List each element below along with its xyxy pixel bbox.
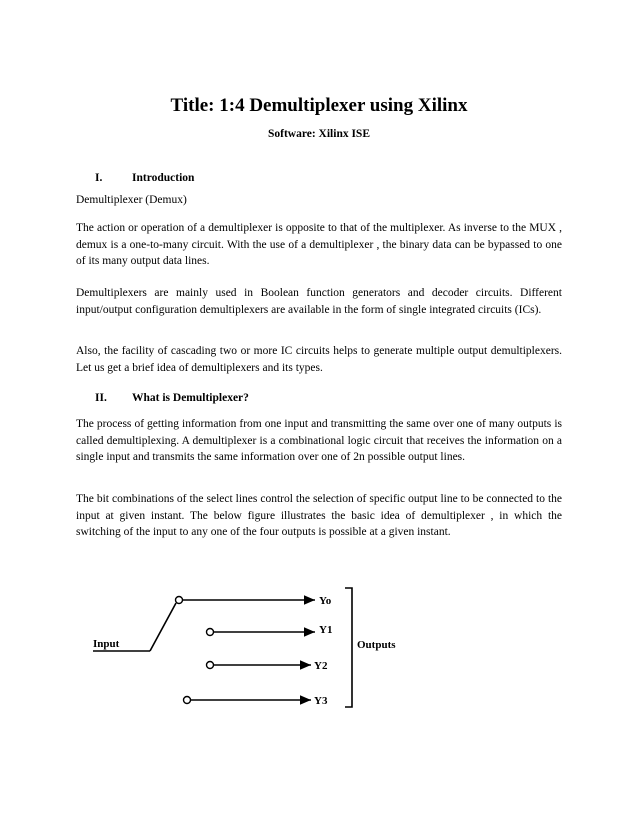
paragraph-demux-operation: The action or operation of a demultiplexer is opposite to that of the multiplexer. As inverse to the MUX , demux is a one-to-many circuit. With the use of a demultiplexer , the binary data can be bypassed to one of its many output data lines. xyxy=(76,222,562,268)
section-title: Introduction xyxy=(132,172,195,184)
input-label: Input xyxy=(93,638,120,650)
output-terminal-y1 xyxy=(207,629,214,636)
paragraph-demux-cascading: Also, the facility of cascading two or more IC circuits helps to generate multiple output demultiplexers. Let us get a brief idea of demultiplexers and its types. xyxy=(76,345,562,374)
paragraph-demux-label: Demultiplexer (Demux) xyxy=(76,194,187,206)
paragraph-demux-usage: Demultiplexers are mainly used in Boolean function generators and decoder circuits. Different input/output configuration demultiplexers are available in the form of single integrated circuits (ICs). xyxy=(76,287,562,316)
switch-arm xyxy=(150,603,176,651)
section-number: I. xyxy=(95,172,103,184)
output-terminal-y2 xyxy=(207,662,214,669)
paragraph-select-lines: The bit combinations of the select lines control the selection of specific output line to be connected to the input at given instant. The below figure illustrates the basic idea of demultiplexer , in which the switching of the input to any one of the four outputs is possible at a given instant. xyxy=(76,493,562,539)
output-label-yo: Yo xyxy=(319,595,332,607)
output-label-y1: Y1 xyxy=(319,624,333,636)
page-title: Title: 1:4 Demultiplexer using Xilinx xyxy=(170,95,468,116)
output-label-y2: Y2 xyxy=(314,660,328,672)
section-title: What is Demultiplexer? xyxy=(132,392,249,404)
output-terminal-y3 xyxy=(184,697,191,704)
software-subtitle: Software: Xilinx ISE xyxy=(267,128,371,140)
output-terminal-yo xyxy=(176,597,183,604)
outputs-bracket xyxy=(345,588,352,707)
output-label-y3: Y3 xyxy=(314,695,328,707)
outputs-label: Outputs xyxy=(357,639,396,651)
section-number: II. xyxy=(95,392,107,404)
paragraph-demultiplexing-process: The process of getting information from one input and transmitting the same over one of many outputs is called demultiplexing. A demultiplexer is a combinational logic circuit that receives the information on a single input and transmits the same information over one of 2n possible output lines. xyxy=(76,418,562,464)
